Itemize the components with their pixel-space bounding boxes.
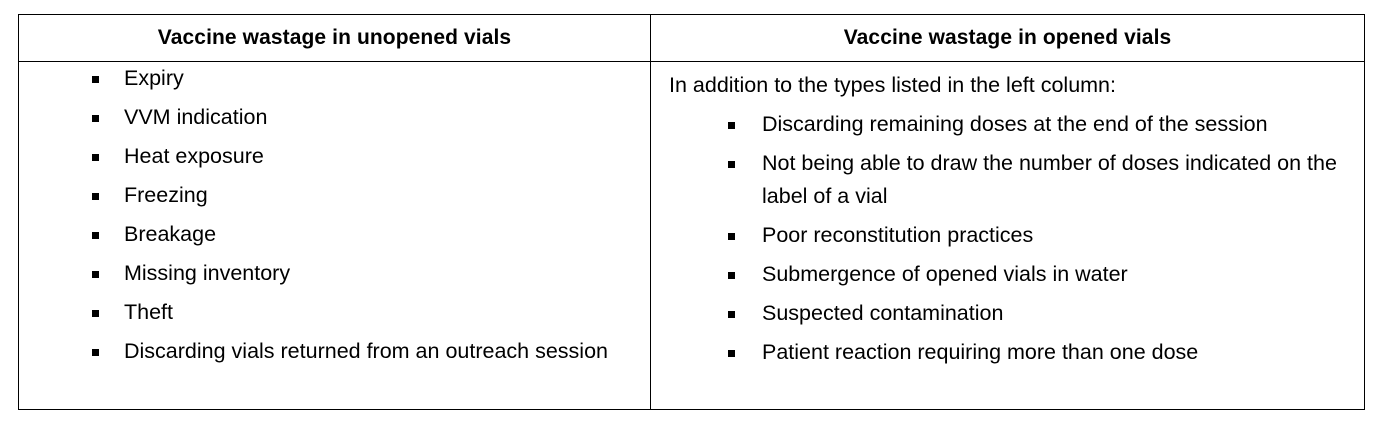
table-header-row <box>19 15 1364 62</box>
list-item-text: Patient reaction requiring more than one dose <box>762 340 1199 364</box>
list-item <box>19 218 650 251</box>
square-bullet-icon <box>728 350 735 357</box>
list-item-text: Expiry <box>124 66 184 90</box>
list-item-text: VVM indication <box>124 105 268 129</box>
square-bullet-icon <box>92 76 99 83</box>
square-bullet-icon <box>92 193 99 200</box>
list-item <box>19 335 650 368</box>
opened-vials-intro: In addition to the types listed in the left column: <box>669 73 1116 97</box>
square-bullet-icon <box>92 115 99 122</box>
list-item <box>19 140 650 173</box>
list-item <box>651 219 1364 252</box>
opened-vials-list <box>651 108 1364 375</box>
list-item-text: Breakage <box>124 222 217 246</box>
header-opened-vials: Vaccine wastage in opened vials <box>843 26 1172 49</box>
square-bullet-icon <box>728 161 735 168</box>
list-item-text: Not being able to draw the number of doses indicated on the label of a vial <box>762 151 1337 208</box>
list-item <box>19 179 650 212</box>
list-item-text: Suspected contamination <box>762 301 1004 325</box>
square-bullet-icon <box>728 272 735 279</box>
list-item <box>19 296 650 329</box>
list-item-text: Heat exposure <box>124 144 264 168</box>
unopened-vials-cell <box>19 62 650 374</box>
list-item <box>19 257 650 290</box>
square-bullet-icon <box>728 311 735 318</box>
header-unopened-vials: Vaccine wastage in unopened vials <box>157 26 512 49</box>
square-bullet-icon <box>728 122 735 129</box>
list-item-text: Freezing <box>124 183 208 207</box>
list-item <box>19 101 650 134</box>
square-bullet-icon <box>92 271 99 278</box>
list-item <box>651 258 1364 291</box>
list-item-text: Missing inventory <box>124 261 291 285</box>
square-bullet-icon <box>92 232 99 239</box>
list-item <box>651 147 1364 213</box>
list-item-text: Discarding remaining doses at the end of the session <box>762 112 1268 136</box>
square-bullet-icon <box>92 154 99 161</box>
square-bullet-icon <box>92 349 99 356</box>
list-item <box>651 297 1364 330</box>
square-bullet-icon <box>728 233 735 240</box>
list-item <box>651 108 1364 141</box>
square-bullet-icon <box>92 310 99 317</box>
vaccine-wastage-table <box>18 14 1365 410</box>
list-item-text: Submergence of opened vials in water <box>762 262 1128 286</box>
list-item-text: Discarding vials returned from an outreach session <box>124 339 608 363</box>
list-item <box>19 62 650 95</box>
unopened-vials-list <box>19 62 650 368</box>
list-item-text: Poor reconstitution practices <box>762 223 1034 247</box>
list-item-text: Theft <box>124 300 173 324</box>
list-item <box>651 336 1364 369</box>
